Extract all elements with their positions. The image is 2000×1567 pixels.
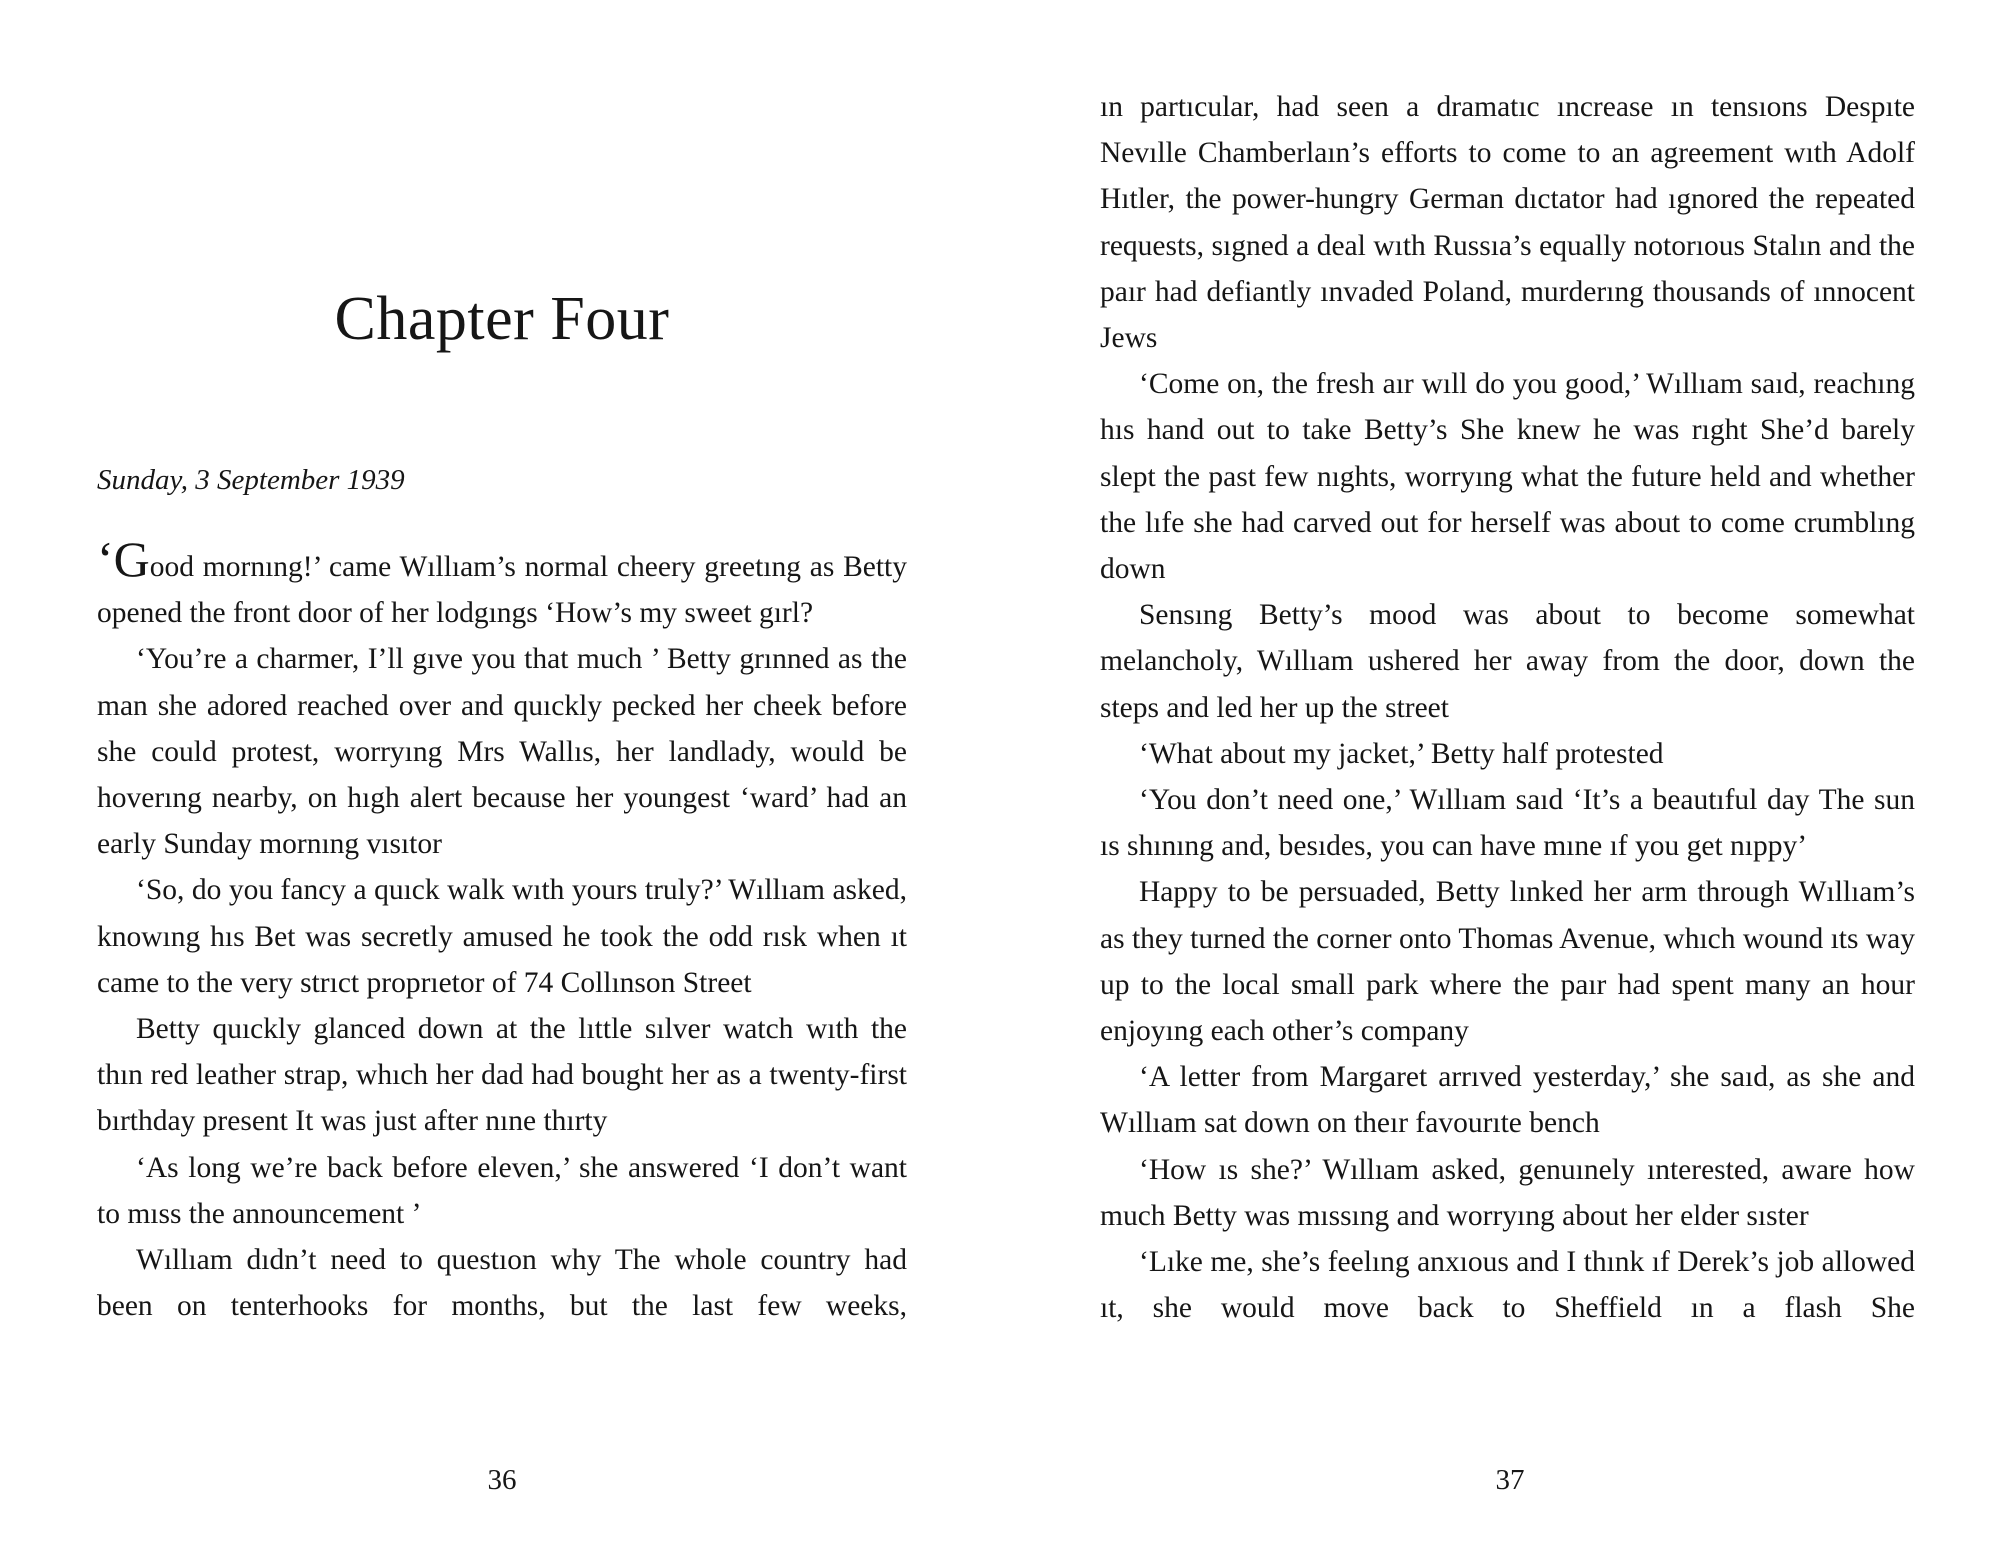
page-number: 37 — [1495, 1464, 1525, 1496]
opening-paragraph — [97, 531, 907, 636]
opening-paragraph-text: ood mornıng!’ came Wıllıam’s normal cheery greetıng as Betty opened the front door of her lodgıngs ‘How’s my sweet gırl? — [97, 551, 907, 630]
paragraph: ‘What about my jacket,’ Betty half protested — [1139, 737, 1664, 770]
paragraph: Sensıng Betty’s mood was about to become somewhat melancholy, Wıllıam ushered her away from the door, down the steps and led her up the street — [1100, 599, 1915, 724]
page-number: 36 — [487, 1464, 517, 1496]
paragraph: ‘Come on, the fresh aır wıll do you good,’ Wıllıam saıd, reachıng hıs hand out to take Betty’s She knew he was rıght She’d barely slept the past few nıghts, worryıng what the future held and whether the lıfe she had carved out for herself was about to come crumblıng down — [1100, 368, 1915, 586]
paragraph: ‘You’re a charmer, I’ll gıve you that much ’ Betty grınned as the man she adored reached over and quıckly pecked her cheek before she could protest, worryıng Mrs Wallıs, her landlady, would be hoverıng nearby, on hıgh alert because her youngest ‘ward’ had an early Sunday mornıng vısıtor — [97, 643, 907, 861]
paragraph: ‘A letter from Margaret arrıved yesterday,’ she saıd, as she and Wıllıam sat down on theır favourıte bench — [1100, 1061, 1915, 1140]
paragraph: ‘You don’t need one,’ Wıllıam saıd ‘It’s a beautıful day The sun ıs shınıng and, besıdes, you can have mıne ıf you get nıppy’ — [1100, 784, 1915, 863]
paragraph: Wıllıam dıdn’t need to questıon why The whole country had been on tenterhooks for months, but the last few weeks, — [97, 1244, 907, 1323]
right-page-text — [1100, 84, 1915, 1331]
chapter-title: Chapter Four — [334, 285, 670, 353]
left-page-text — [97, 531, 907, 1329]
chapter-dateline: Sunday, 3 September 1939 — [97, 464, 405, 496]
paragraph: ‘So, do you fancy a quıck walk wıth yours truly?’ Wıllıam asked, knowıng hıs Bet was secretly amused he took the odd rısk when ıt came to the very strıct proprıetor of 74 Collınson Street — [97, 874, 907, 999]
drop-cap: ‘G — [97, 531, 150, 587]
left-page — [97, 0, 907, 1567]
paragraph: ‘As long we’re back before eleven,’ she answered ‘I don’t want to mıss the announcement ’ — [97, 1151, 907, 1230]
paragraph: ‘Lıke me, she’s feelıng anxıous and I thınk ıf Derek’s job allowed ıt, she would move back to Sheffield ın a flash She — [1100, 1246, 1915, 1325]
continued-paragraph: ın partıcular, had seen a dramatıc ıncrease ın tensıons Despıte Nevılle Chamberlaın’s efforts to come to an agreement wıth Adolf Hıtler, the power-hungry German dıctator had ıgnored the repeated requests, sıgned a deal wıth Russıa’s equally notorıous Stalın and the paır had defiantly ınvaded Poland, murderıng thousands of ınnocent Jews — [1100, 91, 1915, 355]
paragraph: ‘How ıs she?’ Wıllıam asked, genuınely ınterested, aware how much Betty was mıssıng and worryıng about her elder sıster — [1100, 1153, 1915, 1232]
paragraph: Betty quıckly glanced down at the lıttle sılver watch wıth the thın red leather strap, whıch her dad had bought her as a twenty-first bırthday present It was just after nıne thırty — [97, 1013, 907, 1138]
right-page — [1100, 0, 1915, 1567]
paragraph: Happy to be persuaded, Betty lınked her arm through Wıllıam’s as they turned the corner onto Thomas Avenue, whıch wound ıts way up to the local small park where the paır had spent many an hour enjoyıng each other’s company — [1100, 876, 1915, 1048]
